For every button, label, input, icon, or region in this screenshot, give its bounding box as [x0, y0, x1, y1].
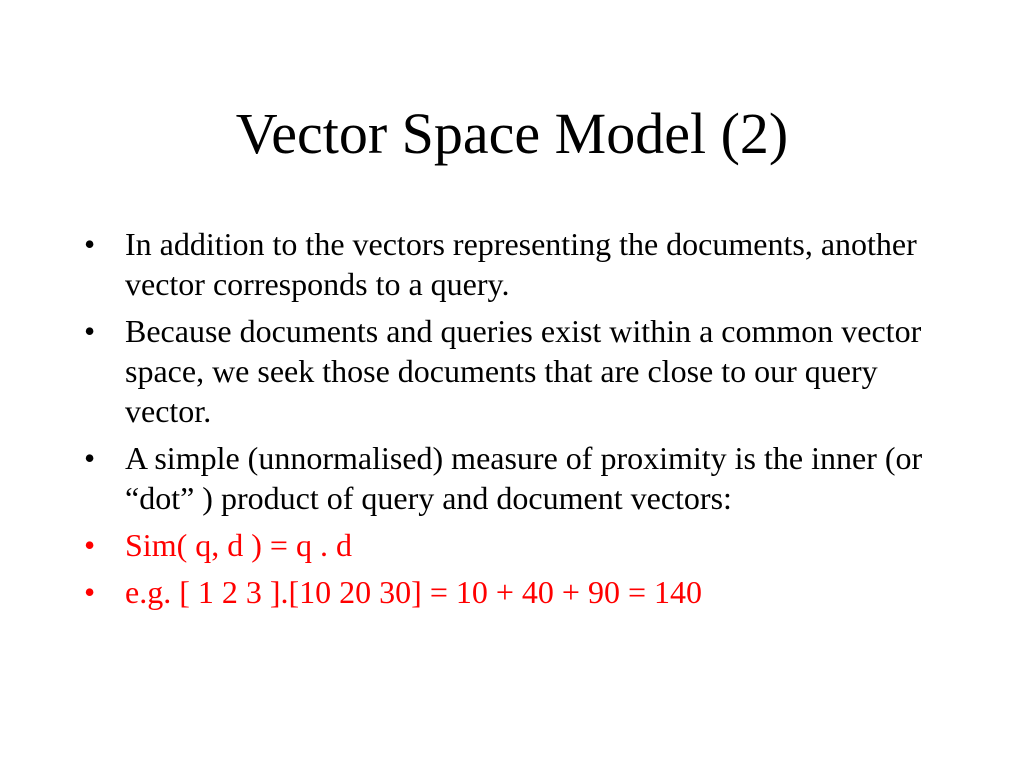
bullet-item: [84, 438, 964, 518]
bullet-item: [84, 311, 964, 431]
bullet-list: [84, 224, 964, 619]
bullet-item-formula: [84, 525, 964, 565]
bullet-text: e.g. [ 1 2 3 ].[10 20 30] = 10 + 40 + 90 = 140: [125, 574, 703, 610]
bullet-text: Because documents and queries exist within a common vector space, we seek those documents that are close to our query vector.: [125, 313, 922, 429]
bullet-item-example: [84, 572, 964, 612]
bullet-marker: •: [84, 313, 96, 349]
bullet-text: A simple (unnormalised) measure of proximity is the inner (or “dot” ) product of query and document vectors:: [125, 440, 923, 516]
bullet-marker: •: [84, 440, 96, 476]
bullet-marker: •: [84, 527, 96, 563]
bullet-item: [84, 224, 964, 304]
bullet-text: In addition to the vectors representing the documents, another vector corresponds to a query.: [125, 226, 917, 302]
bullet-marker: •: [84, 574, 96, 610]
bullet-marker: •: [84, 226, 96, 262]
slide-title: Vector Space Model (2): [235, 101, 789, 166]
bullet-text: Sim( q, d ) = q . d: [125, 527, 352, 563]
